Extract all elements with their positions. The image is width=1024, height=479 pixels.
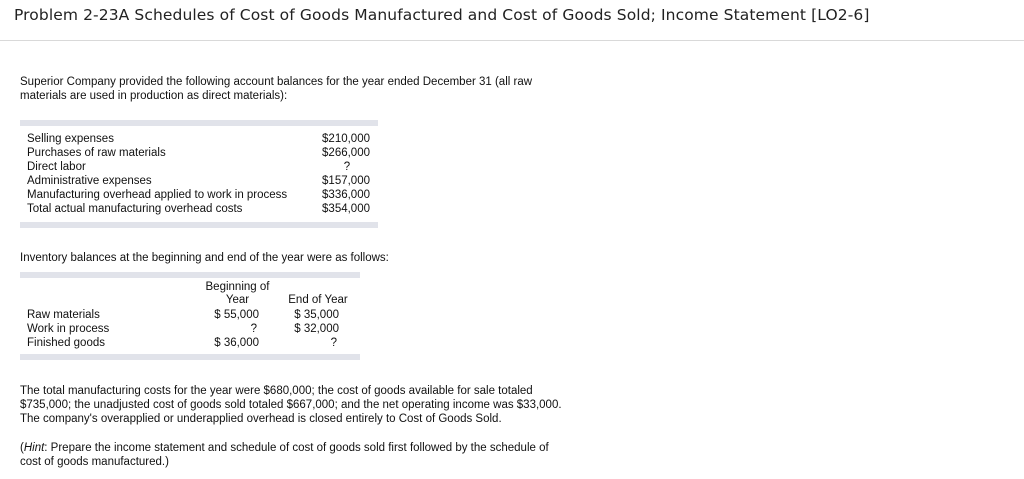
hint-line-1 bbox=[20, 441, 549, 455]
inventory-beginning-value: $ 55,000 bbox=[214, 309, 259, 321]
account-value: $354,000 bbox=[322, 203, 370, 215]
account-label: Direct labor bbox=[27, 161, 86, 173]
account-label: Administrative expenses bbox=[27, 175, 152, 187]
facts-line-1: The total manufacturing costs for the year were $680,000; the cost of goods available for sale totaled bbox=[20, 385, 533, 397]
facts-line-2: $735,000; the unadjusted cost of goods sold totaled $667,000; and the net operating income was $33,000. bbox=[20, 399, 562, 411]
header-beginning-line-2: Year bbox=[225, 294, 250, 306]
inventory-row-label: Finished goods bbox=[27, 337, 105, 349]
intro-line-1: Superior Company provided the following account balances for the year ended December 31 (all raw bbox=[20, 76, 533, 88]
account-label: Manufacturing overhead applied to work in process bbox=[27, 189, 288, 201]
inventory-end-value: $ 35,000 bbox=[294, 309, 339, 321]
accounts-table-top-band bbox=[20, 120, 378, 126]
hint-text: : Prepare the income statement and schedule of cost of goods sold first followed by the schedule of bbox=[44, 442, 549, 454]
account-label: Purchases of raw materials bbox=[27, 147, 166, 159]
inventory-beginning-value: ? bbox=[250, 323, 257, 335]
account-value: ? bbox=[343, 161, 351, 173]
page-title: Problem 2-23A Schedules of Cost of Goods Manufactured and Cost of Goods Sold; Income Statement [LO2-6] bbox=[14, 6, 870, 24]
facts-line-3: The company's overapplied or underapplied overhead is closed entirely to Cost of Goods Sold. bbox=[20, 413, 502, 425]
header-end-of-year: End of Year bbox=[288, 294, 348, 306]
account-value: $336,000 bbox=[322, 189, 370, 201]
account-value: $266,000 bbox=[322, 147, 370, 159]
account-value: $157,000 bbox=[322, 175, 370, 187]
hint-line-2: cost of goods manufactured.) bbox=[20, 456, 169, 468]
accounts-table-bottom-band bbox=[20, 222, 378, 228]
title-bar bbox=[0, 0, 1024, 41]
inventory-row-label: Work in process bbox=[27, 323, 110, 335]
account-value: $210,000 bbox=[322, 133, 370, 145]
account-label: Total actual manufacturing overhead costs bbox=[27, 203, 243, 215]
inventory-intro: Inventory balances at the beginning and end of the year were as follows: bbox=[20, 252, 389, 264]
inventory-beginning-value: $ 36,000 bbox=[214, 337, 259, 349]
account-label: Selling expenses bbox=[27, 133, 114, 145]
inventory-table-top-band bbox=[20, 272, 360, 278]
inventory-end-value: $ 32,000 bbox=[294, 323, 339, 335]
intro-line-2: materials are used in production as direct materials): bbox=[20, 90, 288, 102]
inventory-row-label: Raw materials bbox=[27, 309, 100, 321]
hint-open-paren: ( bbox=[20, 442, 24, 454]
hint-label: Hint bbox=[23, 442, 45, 454]
header-beginning-line-1: Beginning of bbox=[205, 281, 270, 293]
inventory-table-bottom-band bbox=[20, 354, 360, 360]
inventory-end-value: ? bbox=[330, 337, 337, 349]
